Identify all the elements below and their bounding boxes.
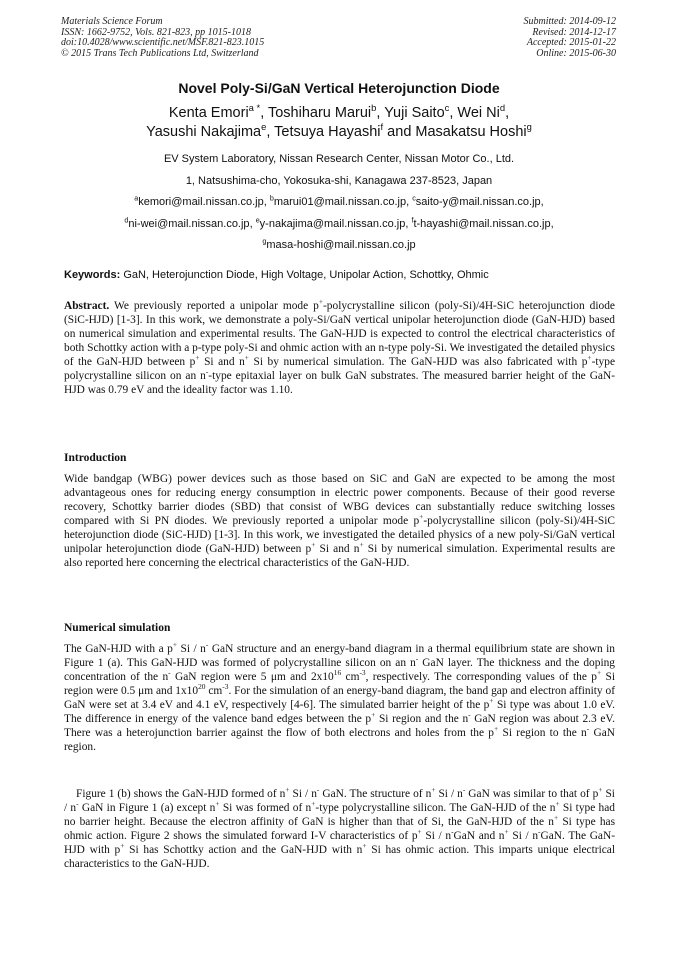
email-sup: d: [124, 215, 129, 224]
superscript: +: [489, 696, 494, 706]
affiliation-address: 1, Natsushima-cho, Yokosuka-shi, Kanagawa 237-8523, Japan: [185, 174, 493, 187]
keywords: [64, 268, 616, 282]
paper-title: Novel Poly-Si/GaN Vertical Heterojunction Diode: [178, 80, 500, 96]
submission-dates: [524, 17, 617, 59]
superscript: -: [415, 654, 419, 664]
email-link[interactable]: saito-y@mail.nissan.co.jp: [415, 196, 541, 208]
superscript: +: [596, 668, 602, 678]
superscript: 16: [333, 668, 342, 678]
superscript: +: [598, 785, 603, 795]
superscript: +: [311, 799, 316, 809]
author: Tetsuya Hayashi: [274, 124, 381, 140]
superscript: +: [494, 724, 499, 734]
superscript: +: [417, 827, 422, 837]
email-line-1: $^a$kemori@mail.nissan.co.jp, $^b$marui01@mail.nissan.co.jp, $^c$saito-y@mail.nissan.co.jp,: [134, 194, 544, 208]
superscript: +: [318, 297, 324, 307]
superscript: -: [205, 367, 209, 377]
superscript: -: [462, 785, 466, 795]
author-sup: g: [526, 121, 532, 133]
superscript: +: [504, 827, 509, 837]
date-accepted: Accepted: 2015-01-22: [526, 37, 616, 48]
superscript: +: [195, 353, 200, 363]
superscript: +: [587, 353, 592, 363]
superscript: +: [553, 813, 559, 823]
superscript: -: [205, 640, 209, 650]
email-sup: f: [411, 215, 414, 224]
author-sup: f: [380, 121, 384, 133]
superscript: +: [215, 799, 220, 809]
date-online: Online: 2015-06-30: [536, 47, 616, 59]
superscript: -3: [222, 682, 229, 692]
email-sup: b: [269, 194, 274, 203]
numerical-paragraph-1: The GaN-HJD with a p+ Si / n- GaN structure and an energy-band diagram in a thermal equilibrium state are shown in Figure 1 (a). This GaN-HJD was formed of polycrystalline silicon on an n- GaN layer. The thickness and the doping concentration of the n- GaN region were 5 μm and $2x10^{16}$ $cm^{-3}$, respectively. The corresponding values of the p+ Si region were 0.5 μm and $1x10^{20}$ $cm^{-3}$. For the simulation of an energy-band diagram, the band gap and electron affinity of GaN were set at 3.4 eV and 4.1 eV, respectively [4-6]. The simulated barrier height of the p+ Si type was about 1.0 eV. The difference in energy of the valence band edges between the p+ Si region and the n- GaN region was about 2.3 eV. There was a heterojunction barrier against the flow of both electrons and holes from the p+ Si region to the n- GaN region.: [64, 640, 616, 753]
superscript: -: [538, 827, 541, 837]
author-sup: d: [499, 102, 506, 114]
author-sup: c: [444, 102, 450, 114]
email-link[interactable]: y-nakajima@mail.nissan.co.jp: [259, 217, 406, 230]
author: Yasushi Nakajima: [146, 124, 262, 140]
superscript: +: [244, 353, 249, 363]
author-sup: e: [261, 121, 267, 133]
author: Masakatsu Hoshi: [415, 124, 527, 140]
email-line-3: [0, 235, 678, 257]
superscript: +: [285, 785, 290, 795]
section-heading-introduction: Introduction: [64, 452, 127, 464]
superscript: -: [451, 827, 454, 837]
email-sup: e: [255, 215, 260, 224]
date-revised: Revised: 2014-12-17: [532, 26, 616, 38]
author: Yuji Saito: [384, 105, 445, 121]
author-sup: a *: [248, 102, 261, 114]
journal-issn: ISSN: 1662-9752, Vols. 821-823, pp 1015-1018: [61, 26, 251, 38]
email-sup: c: [412, 194, 416, 203]
email-sup: g: [262, 237, 267, 246]
superscript: -: [316, 785, 320, 795]
abstract: [64, 299, 615, 397]
email-link[interactable]: ni-wei@mail.nissan.co.jp: [128, 217, 250, 230]
email-sup: a: [134, 194, 139, 203]
superscript: +: [359, 540, 364, 550]
superscript: +: [555, 799, 560, 809]
superscript: -: [586, 724, 590, 734]
author-sup: b: [371, 102, 377, 114]
author-line-1: Kenta Emori$^{a *}$, Toshiharu Marui$^b$, Yuji Saito$^c$, Wei Ni$^d$,: [168, 102, 510, 121]
abstract-text: We previously reported a unipolar mode p+-polycrystalline silicon (poly-Si)/4H-SiC heterojunction diode (SiC-HJD) [1-3]. In this work, we demonstrate a poly-Si/GaN vertical unipolar heterojunction diode (GaN-HJD) based on numerical simulation and experimental results. The GaN-HJD is expected to control the electrical characteristics of both Schottky action with a p-type poly-Si and ohmic action with an n-type poly-Si. We investigated the detailed physics of the GaN-HJD between p+ Si and n+ Si by numerical simulation. The GaN-HJD was also fabricated with p+-type polycrystalline silicon on an n--type epitaxial layer on bulk GaN substrates. The measured barrier height of the GaN-HJD was 0.79 eV and the ideality factor was 1.10.: [64, 297, 616, 396]
affiliation-lab: EV System Laboratory, Nissan Research Center, Nissan Motor Co., Ltd.: [163, 153, 515, 165]
journal-name: Materials Science Forum: [61, 16, 163, 27]
superscript: -: [76, 799, 79, 809]
author: Toshiharu Marui: [267, 105, 372, 121]
author: Wei Ni: [457, 105, 500, 121]
superscript: 20: [198, 682, 206, 692]
affiliation-block: [0, 149, 678, 257]
journal-doi: doi:10.4028/www.scientific.net/MSF.821-823.1015: [61, 37, 265, 48]
superscript: +: [311, 540, 316, 550]
superscript: -3: [359, 668, 366, 678]
numerical-paragraph-2: Figure 1 (b) shows the GaN-HJD formed of n+ Si / n- GaN. The structure of n+ Si / n- GaN was similar to that of p+ Si / n- GaN in Figure 1 (a) except n+ Si was formed of n+-type polycrystalline silicon. The GaN-HJD of the n+ Si type had no barrier height. Because the electron affinity of GaN is higher than that of Si, the GaN-HJD of the n+ Si type has ohmic action. Figure 2 shows the simulated forward I-V characteristics of p+ Si / n-GaN and n+ Si / n-GaN. The GaN-HJD with p+ Si has Schottky action and the GaN-HJD with n+ Si has ohmic action. This imparts unique electrical characteristics to the GaN-HJD.: [64, 785, 616, 870]
superscript: +: [419, 512, 424, 522]
introduction-paragraph: Wide bandgap (WBG) power devices such as those based on SiC and GaN are expected to be among the most advantageous ones for reducing energy consumption in electric power components. Because of their good reverse recovery, Schottky barrier diodes (SBD) that consist of WBG devices can substantially reduce switching losses compared with Si PN diodes. We previously reported a unipolar mode p+-polycrystalline silicon (poly-Si)/4H-SiC heterojunction diode (SiC-HJD) [1-3]. In this work, we investigated the detailed physics of a new poly-Si/GaN vertical unipolar heterojunction diode (GaN-HJD) between p+ Si and n+ Si by numerical simulation. Experimental results are also reported here concerning the electrical characteristics of the GaN-HJD.: [64, 473, 616, 569]
journal-copyright: © 2015 Trans Tech Publications Ltd, Switzerland: [61, 47, 259, 59]
journal-info: [61, 17, 264, 59]
abstract-label: Abstract.: [64, 300, 110, 312]
email-link[interactable]: t-hayashi@mail.nissan.co.jp: [413, 217, 551, 230]
author: Kenta Emori: [168, 105, 249, 121]
email-link[interactable]: masa-hoshi@mail.nissan.co.jp: [266, 239, 416, 251]
keywords-label: Keywords:: [64, 269, 121, 281]
superscript: +: [371, 710, 376, 720]
email-link[interactable]: kemori@mail.nissan.co.jp: [138, 196, 264, 208]
superscript: +: [120, 841, 125, 851]
superscript: -: [168, 668, 171, 678]
author-line-2: Yasushi Nakajima$^e$, Tetsuya Hayashi$^f$ and Masakatsu Hoshi$^g$: [146, 121, 532, 140]
author-list: [0, 104, 678, 142]
email-line-2: $^d$ni-wei@mail.nissan.co.jp, $^e$y-nakajima@mail.nissan.co.jp, $^f$t-hayashi@mail.nissan.co.jp,: [124, 215, 554, 230]
date-submitted: Submitted: 2014-09-12: [523, 16, 616, 27]
superscript: -: [468, 710, 471, 720]
keywords-text: GaN, Heterojunction Diode, High Voltage, Unipolar Action, Schottky, Ohmic: [123, 269, 489, 281]
section-heading-numerical-simulation: Numerical simulation: [64, 622, 171, 634]
superscript: +: [362, 841, 367, 851]
superscript: +: [172, 640, 178, 650]
email-link[interactable]: marui01@mail.nissan.co.jp: [273, 196, 407, 208]
superscript: +: [431, 785, 436, 795]
